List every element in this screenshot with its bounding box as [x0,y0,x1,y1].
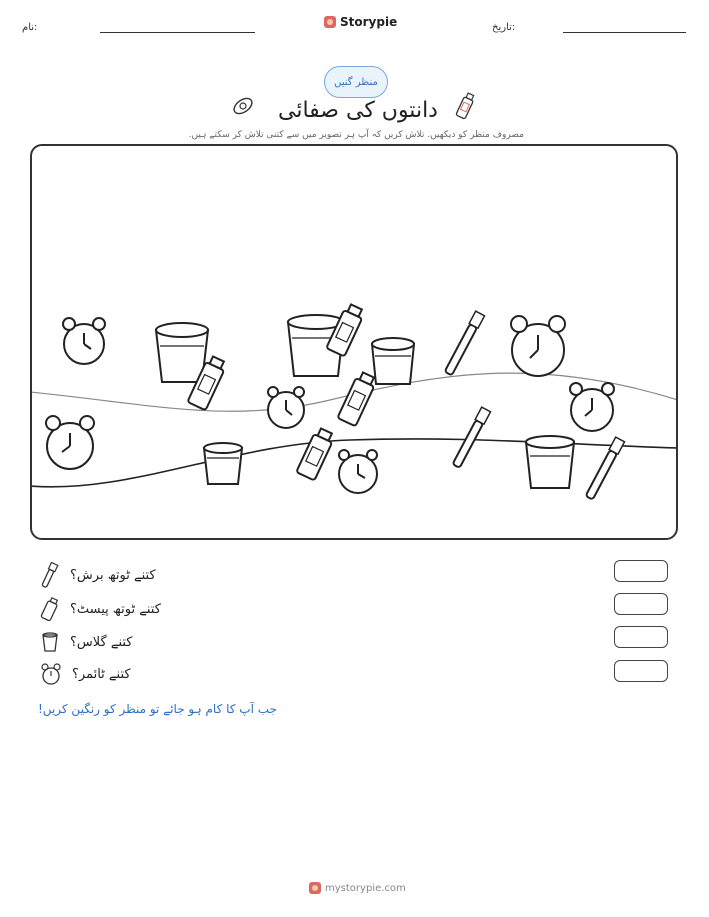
answer-box-toothpaste[interactable] [614,593,668,615]
hidden-objects-scene [30,144,678,540]
date-label: تاریخ: [492,22,516,33]
timer-icon [339,450,377,493]
question-toothbrush [40,562,200,588]
color-scene-instruction: جب آپ کا کام ہو جائے تو منظر کو رنگین کریں! [38,702,277,716]
storypie-logo [324,15,397,29]
toothpaste-title-icon [452,90,478,124]
question-text: کتنے ٹوتھ برش؟ [70,567,156,583]
page-title: دانتوں کی صفائی [278,98,438,123]
storypie-logo-icon [324,16,336,28]
answer-box-timer[interactable] [614,660,668,682]
footer [309,882,406,894]
floss-icon [230,93,256,119]
toothbrush-icon [585,437,625,500]
question-text: کتنے گلاس؟ [70,634,133,650]
glass-icon [204,443,242,484]
question-timer [40,661,200,687]
toothbrush-icon [444,311,485,376]
answer-box-toothbrush[interactable] [614,560,668,582]
name-line[interactable] [100,32,255,33]
question-text: کتنے ٹائمر؟ [72,666,131,682]
toothpaste-icon [40,596,60,622]
storypie-footer-icon [309,882,321,894]
answer-box-glass[interactable] [614,626,668,648]
date-line[interactable] [563,32,686,33]
instructions-subtitle: مصروف منظر کو دیکھیں. تلاش کریں کہ آپ ہر تصویر میں سے کتنی تلاش کر سکتے ہیں. [188,130,524,140]
question-toothpaste [40,596,200,622]
glass-icon [526,436,574,488]
toothpaste-icon [296,427,335,481]
timer-icon [268,387,304,428]
glass-icon [40,631,60,653]
question-text: کتنے ٹوتھ پیسٹ؟ [70,601,161,617]
timer-icon [511,316,565,376]
name-label: نام: [22,22,38,33]
count-scene-badge: منظر گنیں [324,66,388,98]
toothpaste-icon [337,371,377,427]
toothbrush-icon [40,562,60,588]
logo-text: Storypie [340,15,398,29]
footer-url: mystorypie.com [325,882,406,894]
timer-icon [570,383,614,431]
timer-icon [46,416,94,469]
timer-icon [63,318,105,364]
question-glass [40,629,200,655]
glass-icon [372,338,414,384]
timer-icon [40,662,62,686]
toothbrush-icon [452,407,491,468]
